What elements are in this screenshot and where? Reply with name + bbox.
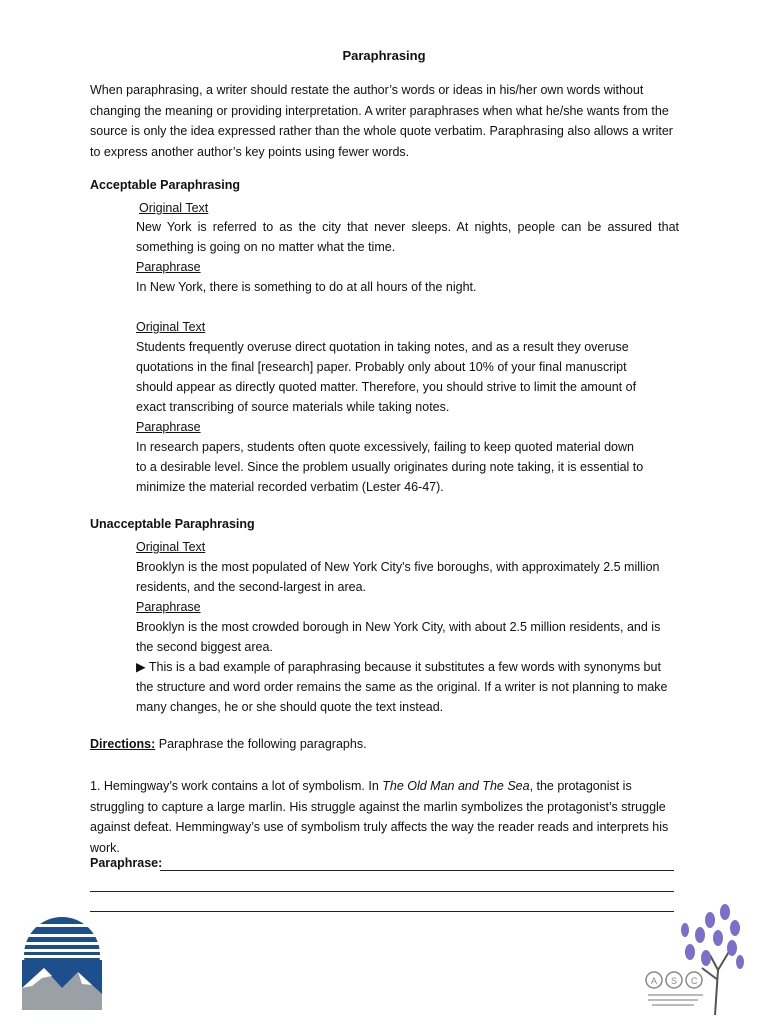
logo-letter-a: A xyxy=(651,976,658,986)
ex2-paraphrase-label xyxy=(136,417,679,437)
original-text-label: Original Text xyxy=(136,320,206,334)
unacc-paraphrase-label xyxy=(136,597,679,617)
original-text-label: Original Text xyxy=(139,201,209,215)
question-1 xyxy=(90,776,680,858)
ex2-original-line: exact transcribing of source materials while taking notes. xyxy=(136,400,450,414)
ex2-original-line: Students frequently overuse direct quotation in taking notes, and as a result they overuse xyxy=(136,340,629,354)
ex2-original-line: should appear as directly quoted matter. Therefore, you should strive to limit the amount of xyxy=(136,380,637,394)
directions-text: Paraphrase the following paragraphs. xyxy=(155,737,367,751)
q1-book-title: The Old Man and The Sea xyxy=(382,779,530,793)
page-title: Paraphrasing xyxy=(342,48,426,63)
tree-logo xyxy=(640,900,750,1015)
q1-text-start: 1. Hemingway’s work contains a lot of symbolism. In xyxy=(90,779,383,793)
directions-label: Directions: xyxy=(90,737,156,751)
ex2-original-line: quotations in the final [research] paper. Probably only about 10% of your final manuscript xyxy=(136,360,627,374)
answer-line[interactable] xyxy=(90,911,674,912)
ex2-paraphrase-line: to a desirable level. Since the problem usually originates during note taking, it is essential to xyxy=(136,460,644,474)
acceptable-heading: Acceptable Paraphrasing xyxy=(90,178,241,192)
paraphrase-answer-label: Paraphrase: xyxy=(90,856,163,870)
q1-text-end: , the protagonist is struggling to capture a large marlin. His struggle against the marlin symbolizes the protagonist’s struggle against defeat. Hemmingway’s use of symbolism truly affects the way the reader reads and interprets his work. xyxy=(90,779,669,855)
answer-line[interactable] xyxy=(90,891,674,892)
paraphrase-label: Paraphrase xyxy=(136,260,201,274)
answer-line[interactable] xyxy=(160,870,674,871)
ex2-original-label xyxy=(136,317,679,337)
unacc-original-text: Brooklyn is the most populated of New York City's five boroughs, with approximately 2.5 million residents, and the second-largest in area. xyxy=(136,560,660,594)
ex1-original-text: New York is referred to as the city that never sleeps. At nights, people can be assured that something is going on no matter what the time. xyxy=(136,220,679,254)
ex1-paraphrase-label xyxy=(136,257,679,277)
paraphrase-label: Paraphrase xyxy=(136,600,201,614)
paraphrase-label: Paraphrase xyxy=(136,420,201,434)
mountain-logo xyxy=(22,910,102,1010)
ex1-paraphrase-text: In New York, there is something to do at all hours of the night. xyxy=(136,280,477,294)
original-text-label: Original Text xyxy=(136,540,206,554)
ex2-paraphrase-line: minimize the material recorded verbatim (Lester 46-47). xyxy=(136,480,444,494)
logo-letter-c: C xyxy=(691,976,698,986)
ex2-paraphrase-line: In research papers, students often quote excessively, failing to keep quoted material down xyxy=(136,440,634,454)
intro-paragraph: When paraphrasing, a writer should restate the author’s words or ideas in his/her own words without changing the meaning or providing interpretation. A writer paraphrases when what he/she wants from the source is only the idea expressed rather than the whole quote verbatim. Paraphrasing also allows a writer to express another author’s key points using fewer words. xyxy=(90,83,673,159)
unacc-original-label xyxy=(136,537,679,557)
unacc-note: ▶ This is a bad example of paraphrasing because it substitutes a few words with synonyms but the structure and word order remains the same as the original. If a writer is not planning to make many changes, he or she should quote the text instead. xyxy=(136,660,668,714)
logo-letter-s: S xyxy=(671,976,678,986)
unacceptable-heading: Unacceptable Paraphrasing xyxy=(90,517,255,531)
unacc-paraphrase-text: Brooklyn is the most crowded borough in New York City, with about 2.5 million residents, and is the second biggest area. xyxy=(136,620,661,654)
directions xyxy=(90,737,367,751)
ex1-original-label xyxy=(139,198,682,218)
